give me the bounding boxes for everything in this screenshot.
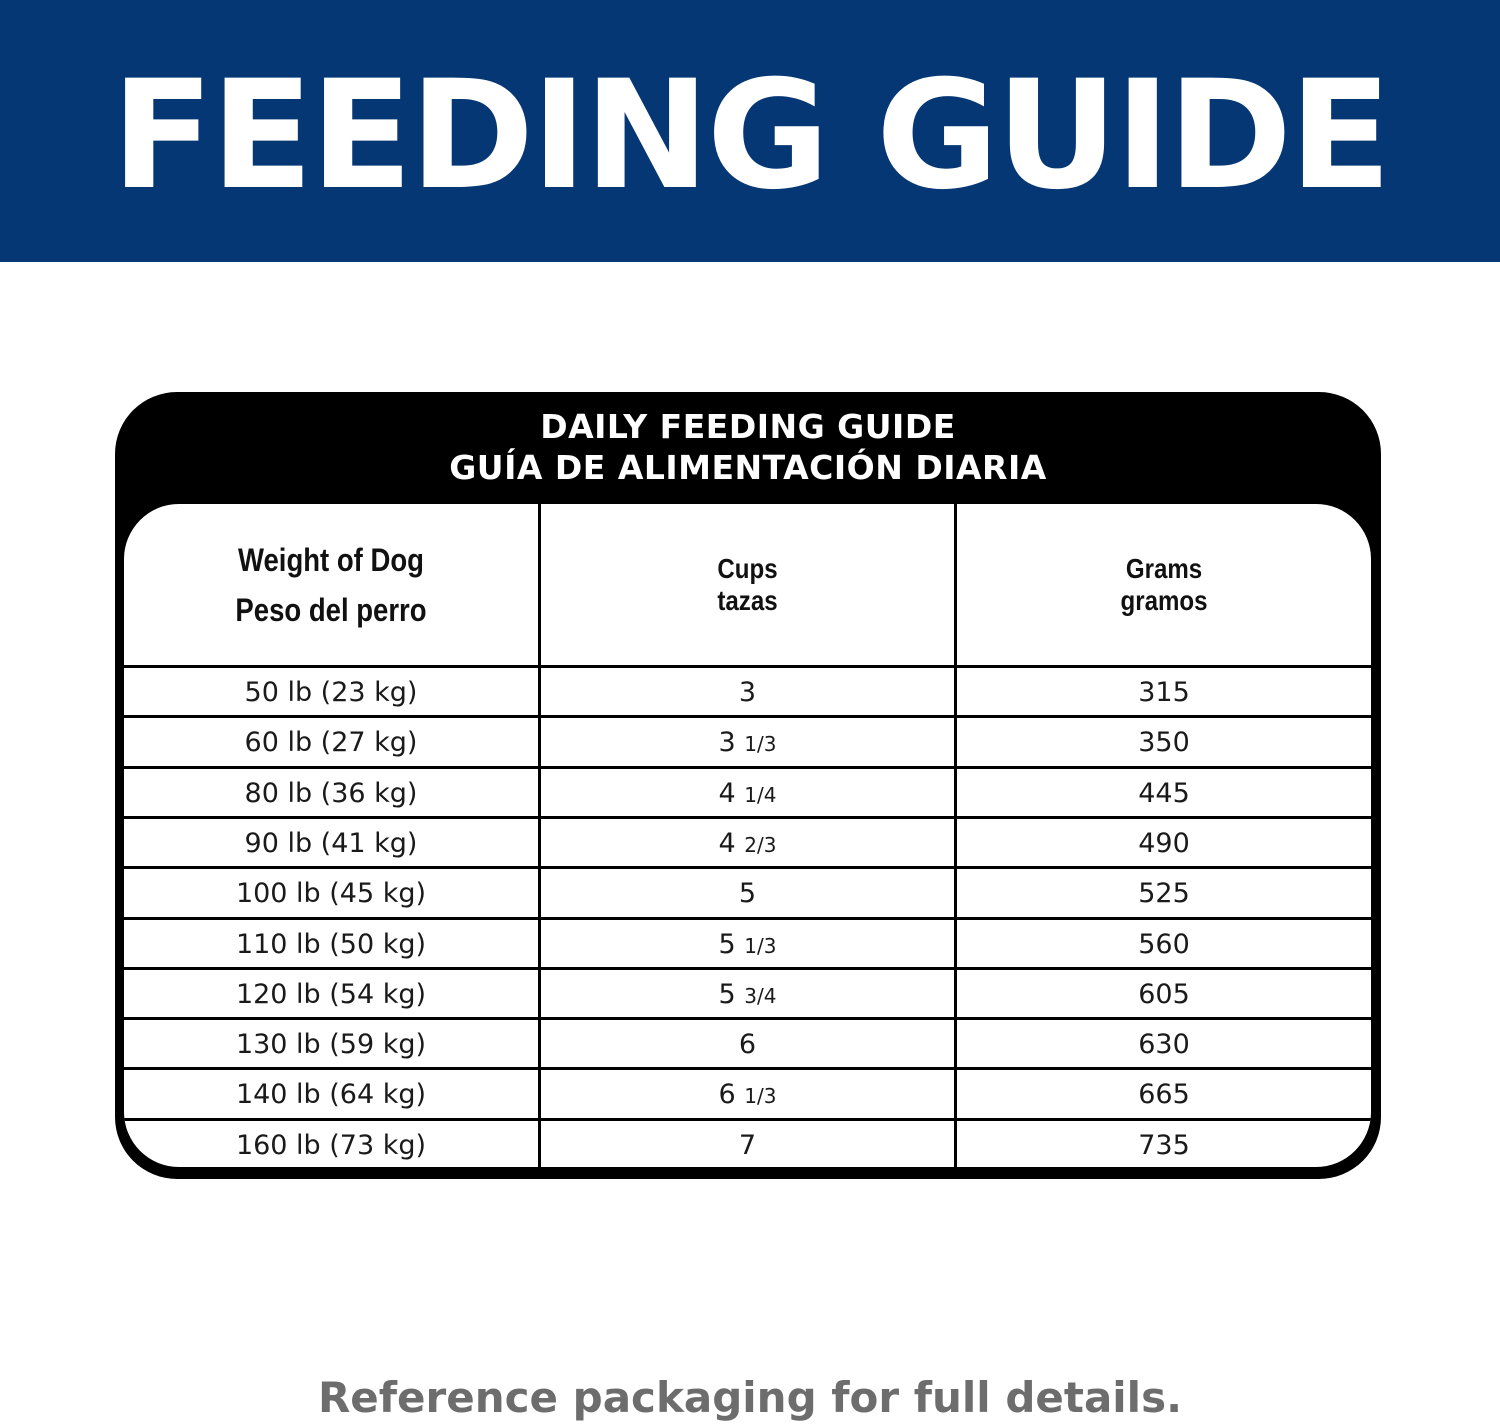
cell-grams: 490 (1138, 828, 1190, 859)
cell-weight: 60 lb (27 kg) (244, 727, 418, 758)
cell-grams: 735 (1138, 1130, 1190, 1161)
cups-fraction: 1/4 (744, 783, 777, 807)
table-title (115, 406, 1381, 488)
cups-whole: 6 (738, 1029, 757, 1060)
cell-grams: 525 (1138, 878, 1190, 909)
table-title-en: DAILY FEEDING GUIDE (540, 407, 956, 446)
cups-whole: 4 (718, 778, 736, 809)
cups-fraction: 1/3 (744, 732, 777, 756)
footer-note: Reference packaging for full details. (317, 1373, 1183, 1422)
cell-grams: 665 (1138, 1079, 1190, 1110)
table-row (124, 919, 1371, 969)
cell-cups (541, 1019, 954, 1069)
cups-fraction: 3/4 (744, 984, 777, 1008)
cell-cups (541, 1120, 954, 1167)
table-row (124, 717, 1371, 767)
cell-weight: 120 lb (54 kg) (235, 979, 427, 1010)
cups-fraction: 1/3 (744, 934, 777, 958)
cell-weight: 90 lb (41 kg) (244, 828, 418, 859)
cell-cups (541, 969, 954, 1019)
cell-cups (541, 919, 954, 969)
cell-cups (541, 667, 954, 717)
cups-whole: 3 (718, 727, 736, 758)
feeding-table (124, 504, 1371, 1167)
cell-weight: 110 lb (50 kg) (235, 929, 427, 960)
header-weight-en: Weight of Dog (238, 542, 424, 578)
cups-fraction: 2/3 (744, 833, 777, 857)
header-cups (570, 504, 925, 666)
cell-grams: 445 (1138, 778, 1190, 809)
cell-grams: 605 (1138, 979, 1190, 1010)
feeding-guide-card (115, 392, 1381, 1179)
cell-weight: 50 lb (23 kg) (244, 677, 418, 708)
cell-cups (541, 818, 954, 868)
cell-weight: 140 lb (64 kg) (235, 1079, 427, 1110)
cell-cups (541, 768, 954, 818)
cups-whole: 3 (738, 677, 757, 708)
cell-cups (541, 717, 954, 767)
cell-grams: 315 (1138, 677, 1190, 708)
page-title: FEEDING GUIDE (111, 49, 1389, 223)
table-title-es: GUÍA DE ALIMENTACIÓN DIARIA (449, 448, 1047, 487)
header-weight-es: Peso del perro (235, 592, 427, 628)
header-grams (986, 504, 1342, 666)
cell-cups (541, 1069, 954, 1119)
cell-weight: 100 lb (45 kg) (235, 878, 427, 909)
table-row (124, 1069, 1371, 1119)
cell-grams: 350 (1138, 727, 1190, 758)
cups-whole: 5 (738, 878, 757, 909)
table-row (124, 1120, 1371, 1167)
cell-weight: 130 lb (59 kg) (235, 1029, 427, 1060)
cell-grams: 630 (1138, 1029, 1190, 1060)
table-row (124, 818, 1371, 868)
cups-whole: 4 (718, 828, 736, 859)
table-row (124, 667, 1371, 717)
cups-whole: 7 (738, 1130, 757, 1161)
table-row (124, 768, 1371, 818)
table-row (124, 969, 1371, 1019)
cell-grams: 560 (1138, 929, 1190, 960)
cell-cups (541, 868, 954, 918)
cups-whole: 6 (718, 1079, 736, 1110)
cups-whole: 5 (718, 929, 736, 960)
header-grams-en: Grams (1125, 553, 1203, 584)
cups-fraction: 1/3 (744, 1084, 777, 1108)
cups-whole: 5 (718, 979, 736, 1010)
cell-weight: 160 lb (73 kg) (235, 1130, 427, 1161)
cell-weight: 80 lb (36 kg) (244, 778, 418, 809)
table-row (124, 1019, 1371, 1069)
table-row (124, 868, 1371, 918)
header-cups-es: tazas (717, 585, 778, 616)
header-weight (153, 504, 509, 666)
header-cups-en: Cups (717, 553, 778, 584)
header-grams-es: gramos (1120, 585, 1208, 616)
